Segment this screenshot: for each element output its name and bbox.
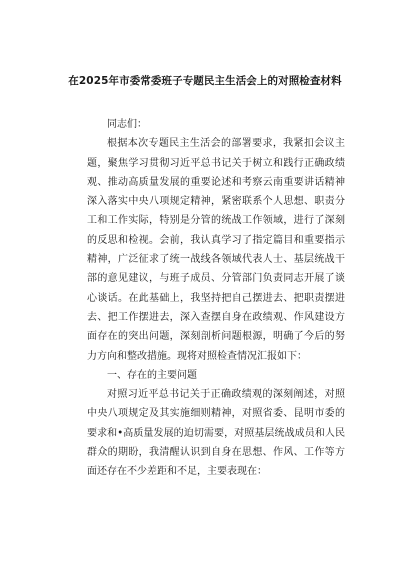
paragraph-line: 精神，广泛征求了统一战线各领域代表人士、基层统战干 — [87, 254, 345, 266]
document-body — [87, 115, 345, 482]
paragraph-line: 观、推动高质量发展的重要论述和考察云南重要讲话精神 — [87, 176, 345, 188]
paragraph-line: 工和工作实际，特别是分管的统战工作领域，进行了深刻 — [87, 215, 345, 227]
paragraph-line: 深入落实中央八项规定精神，紧密联系个人思想、职责分 — [87, 196, 345, 208]
paragraph-line: 群众的期盼，我清醒认识到自身在思想、作风、工作等方 — [87, 447, 345, 459]
paragraph-line: 题，聚焦学习贯彻习近平总书记关于树立和践行正确政绩 — [87, 157, 345, 169]
paragraph-line: 中央八项规定及其实施细则精神，对照省委、昆明市委的 — [87, 408, 345, 420]
paragraph-line: 去、把工作摆进去，深入查摆自身在政绩观、作风建设方 — [87, 311, 345, 323]
paragraph-line: 部的意见建议，与班子成员、分管部门负责同志开展了谈 — [87, 273, 345, 285]
paragraph-line: 面还存在不少差距和不足，主要表现在： — [87, 466, 267, 478]
paragraph-line: 面存在的突出问题，深刻剖析问题根源，明确了今后的努 — [87, 331, 345, 343]
salutation: 同志们： — [107, 119, 147, 130]
paragraph-line: 对照习近平总书记关于正确政绩观的深刻阐述，对照 — [107, 389, 345, 401]
paragraph-line: 力方向和整改措施。现将对照检查情况汇报如下： — [87, 350, 307, 362]
document-title: 在2025年市委常委班子专题民主生活会上的对照检查材料 — [68, 75, 342, 87]
section-heading: 一、存在的主要问题 — [107, 369, 197, 381]
paragraph-line: 根据本次专题民主生活会的部署要求，我紧扣会议主 — [107, 138, 345, 150]
paragraph-line: 的反思和检视。会前，我认真学习了指定篇目和重要指示 — [87, 234, 345, 246]
paragraph-line: 要求和•高质量发展的迫切需要，对照基层统战成员和人民 — [87, 427, 345, 439]
paragraph-line: 心谈话。在此基础上，我坚持把自己摆进去、把职责摆进 — [87, 292, 345, 304]
